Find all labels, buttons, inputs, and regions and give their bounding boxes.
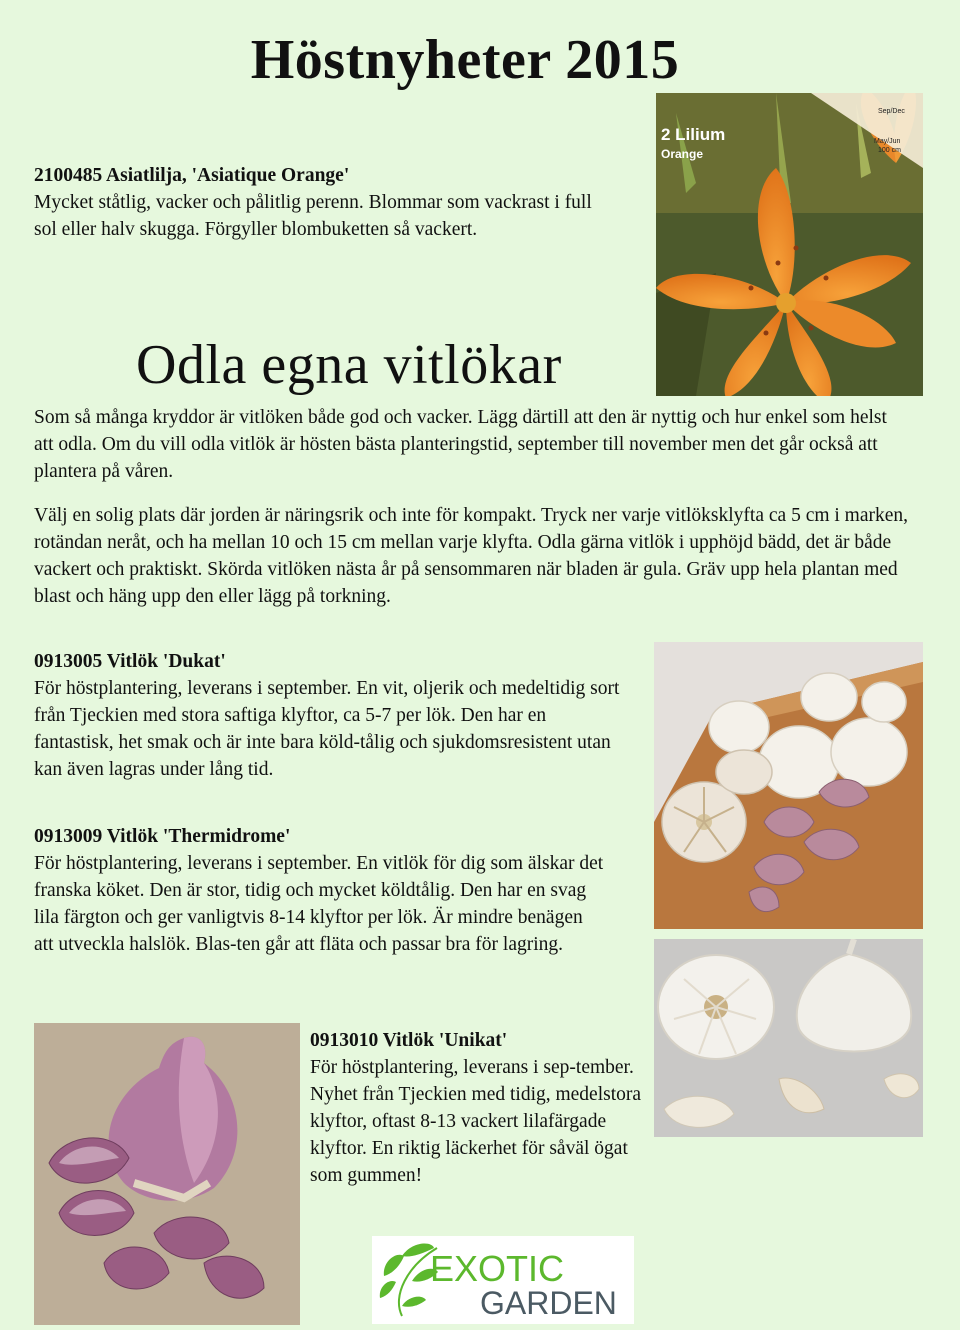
instructions-paragraph: Välj en solig plats där jorden är näringsrik och inte för kompakt. Tryck ner varje vitlöksklyfta ca 5 cm i marken, rotändan neråt, och ha mellan 10 och 15 cm mellan varje klyfta. Odla gärna vitlök i upphöjd bädd, det är både vackert och praktiskt. Skörda vitlöken nästa år på sensommaren när bladen är gula. Gräv upp hela plantan med blast och häng upp den eller lägg på torkning. [34, 505, 909, 607]
unikat-description: För höstplantering, leverans i sep-tember. Nyhet från Tjeckien med tidig, medelstora klyftor, oftast 8-13 vackert lilafärgade klyftor. En riktig läckerhet för såväl ögat som gummen! [310, 1057, 642, 1186]
dukat-description: För höstplantering, leverans i september. En vit, oljerik och medeltidig sort från Tjeckien med stora saftiga klyftor, ca 5-7 per lök. Den har en fantastisk, het smak och är inte bara köld-tålig och sjukdomsresistent utan kan även lagras under lång tid. [34, 678, 620, 780]
package-height: 100 cm [878, 147, 901, 154]
thermidrome-heading: 0913009 Vitlök 'Thermidrome' [34, 826, 291, 847]
exotic-garden-logo [372, 1236, 634, 1324]
lily-heading: 2100485 Asiatlilja, 'Asiatique Orange' [34, 165, 350, 186]
thermidrome-garlic-photo [654, 939, 923, 1137]
package-plant-time: Sep/Dec [878, 108, 905, 115]
logo-word-garden: GARDEN [480, 1285, 617, 1321]
unikat-garlic-photo [34, 1023, 300, 1325]
package-name-line2: Orange [661, 147, 704, 161]
dukat-garlic-photo [654, 642, 923, 929]
lily-description: Mycket ståtlig, vacker och pålitlig perenn. Blommar som vackrast i full sol eller halv skugga. Förgyller blombuketten så vackert. [34, 192, 592, 240]
dukat-heading: 0913005 Vitlök 'Dukat' [34, 651, 226, 672]
lily-photo [656, 93, 923, 396]
section-heading: Odla egna vitlökar [136, 334, 562, 396]
package-bloom-time: May/Jun [874, 138, 901, 145]
logo-word-exotic: EXOTIC [430, 1248, 565, 1289]
thermidrome-description: För höstplantering, leverans i september. En vitlök för dig som älskar det franska köket. Den är stor, tidig och mycket köldtålig. Den har en svag lila färgton och ger vanligtvis 8-14 klyftor per lök. Är mindre benägen att utveckla halslök. Blas-ten går att fläta och passar bra för lagring. [34, 853, 604, 955]
unikat-heading: 0913010 Vitlök 'Unikat' [310, 1030, 508, 1051]
page-title: Höstnyheter 2015 [250, 29, 680, 91]
package-name-line1: 2 Lilium [661, 125, 726, 144]
intro-paragraph: Som så många kryddor är vitlöken både god och vacker. Lägg därtill att den är nyttig och hur enkel som helst att odla. Om du vill odla vitlök är hösten bästa planteringstid, september till november men det går också att plantera på våren. [34, 407, 887, 482]
